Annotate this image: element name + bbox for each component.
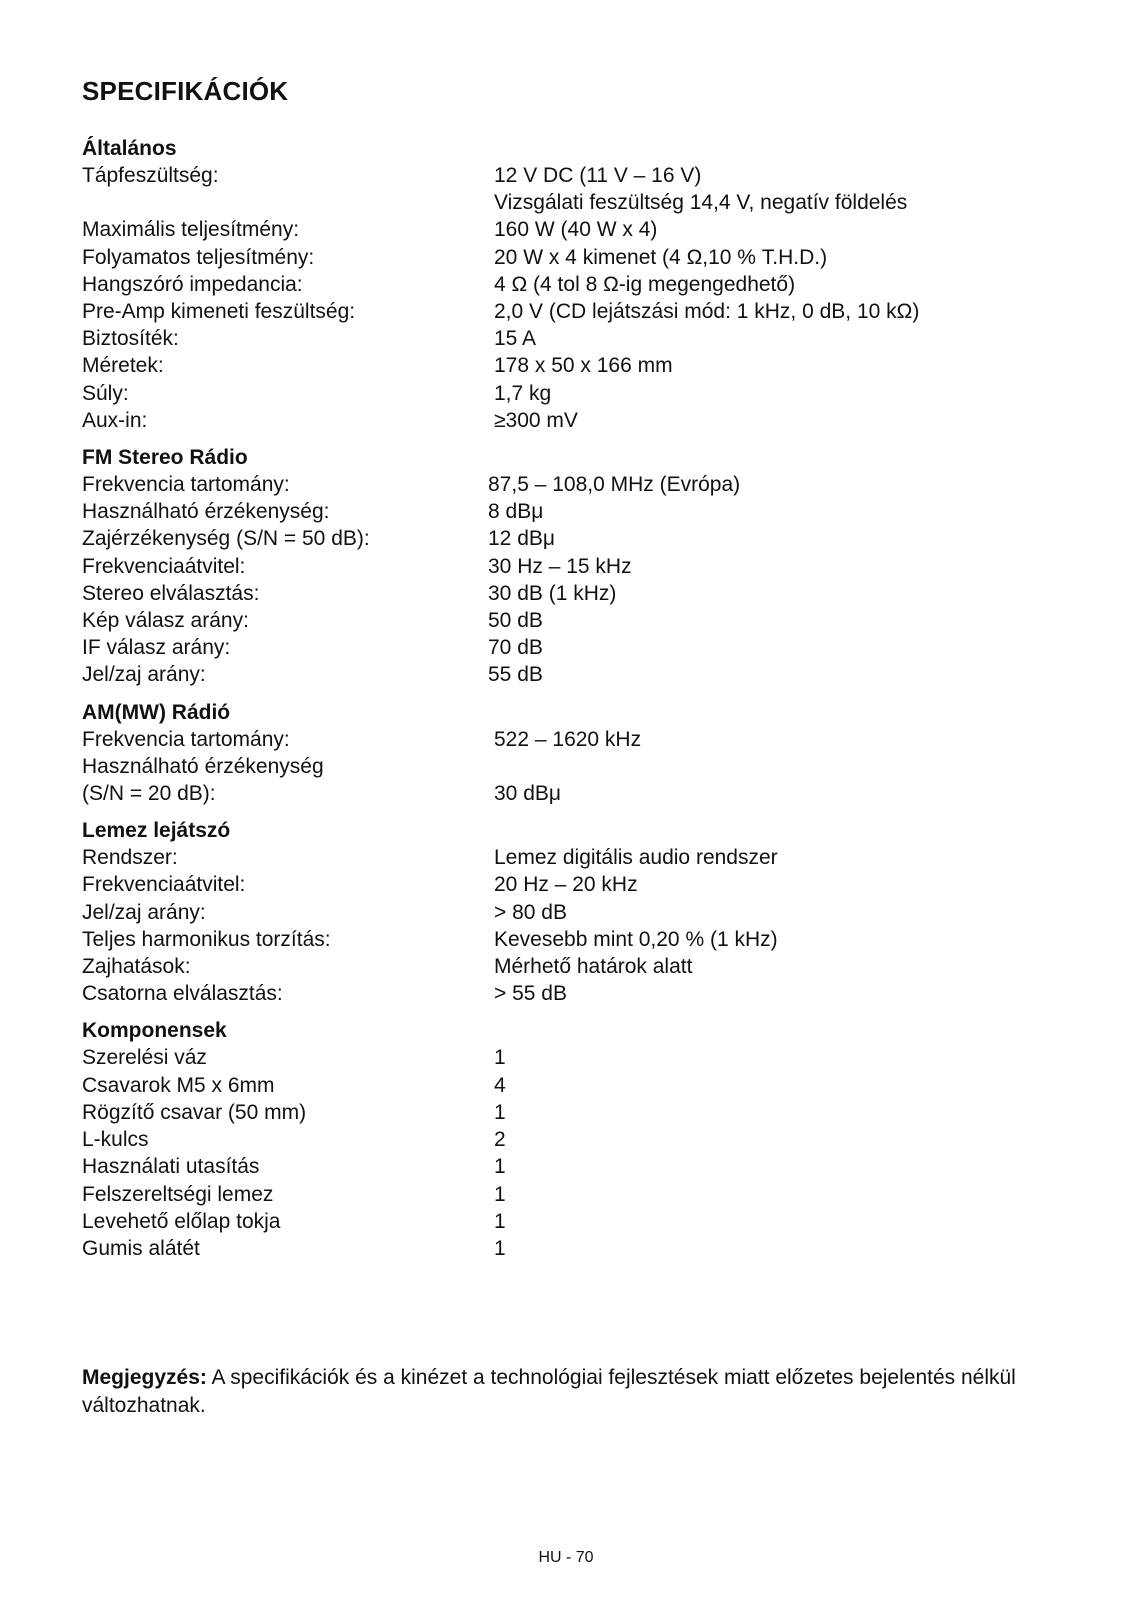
spec-row [82, 553, 1052, 580]
spec-value: 15 A [494, 327, 537, 351]
spec-row [82, 352, 1052, 379]
spec-value: 178 x 50 x 166 mm [494, 354, 673, 378]
spec-row [82, 844, 1052, 871]
spec-label: Jel/zaj arány: [82, 663, 206, 687]
spec-label: Használható érzékenység [82, 754, 324, 778]
spec-label: Maximális teljesítmény: [82, 218, 300, 242]
spec-value: 87,5 – 108,0 MHz (Evrópa) [488, 473, 741, 497]
note [82, 1364, 1042, 1420]
spec-row [82, 980, 1052, 1007]
spec-value: 4 Ω (4 tol 8 Ω-ig megengedhető) [494, 272, 796, 296]
spec-row [82, 580, 1052, 607]
spec-label: Hangszóró impedancia: [82, 272, 303, 296]
spec-label: Frekvenciaátvitel: [82, 554, 246, 578]
spec-label: Zajérzékenység (S/N = 50 dB): [82, 527, 370, 551]
note-text: A specifikációk és a kinézet a technológiai fejlesztések miatt előzetes bejelentés nélkül változhatnak. [82, 1366, 1016, 1417]
page-number: HU - 70 [538, 1549, 594, 1566]
spec-value: Mérhető határok alatt [494, 955, 693, 979]
spec-label: Felszereltségi lemez [82, 1182, 274, 1206]
spec-value: 70 dB [488, 636, 543, 660]
spec-row [82, 216, 1052, 243]
spec-row [82, 871, 1052, 898]
section-title: Lemez lejátszó [82, 819, 231, 843]
spec-label: L-kulcs [82, 1128, 149, 1152]
spec-label: Súly: [82, 381, 129, 405]
spec-row [82, 271, 1052, 298]
spec-value: 1 [494, 1155, 506, 1179]
spec-label: Kép válasz arány: [82, 609, 249, 633]
spec-label: Használati utasítás [82, 1155, 260, 1179]
spec-value: 12 dBμ [488, 527, 555, 551]
spec-label: IF válasz arány: [82, 636, 231, 660]
spec-row [82, 244, 1052, 271]
spec-label: Frekvencia tartomány: [82, 473, 290, 497]
spec-value: 1,7 kg [494, 381, 552, 405]
spec-value: 1 [494, 1100, 506, 1124]
spec-value: 522 – 1620 kHz [494, 727, 642, 751]
note-label: Megjegyzés: [82, 1366, 207, 1389]
spec-label: Frekvenciaátvitel: [82, 873, 246, 897]
spec-value: 1 [494, 1046, 506, 1070]
section-general [82, 136, 1052, 434]
spec-label: Stereo elválasztás: [82, 581, 260, 605]
spec-value: 1 [494, 1236, 506, 1260]
spec-row [82, 1235, 1052, 1262]
spec-row [82, 926, 1052, 953]
section-am-radio [82, 700, 1052, 808]
spec-row [82, 498, 1052, 525]
spec-label [82, 189, 494, 216]
spec-label: Csavarok M5 x 6mm [82, 1073, 275, 1097]
spec-value: > 80 dB [494, 900, 567, 924]
spec-row [82, 162, 1052, 189]
spec-label: Levehető előlap tokja [82, 1209, 281, 1233]
spec-value: 20 W x 4 kimenet (4 Ω,10 % T.H.D.) [494, 245, 828, 269]
spec-row [82, 1072, 1052, 1099]
spec-value: 30 dB (1 kHz) [488, 581, 617, 605]
spec-value: 50 dB [488, 609, 543, 633]
spec-row [82, 1181, 1052, 1208]
spec-value: 8 dBμ [488, 500, 544, 524]
spec-label: Zajhatások: [82, 955, 191, 979]
spec-label: Folyamatos teljesítmény: [82, 245, 315, 269]
spec-value: 1 [494, 1182, 506, 1206]
spec-row [82, 899, 1052, 926]
spec-value: 12 V DC (11 V – 16 V) [494, 164, 702, 187]
spec-value: 20 Hz – 20 kHz [494, 873, 638, 897]
spec-value: 30 dBμ [494, 782, 561, 806]
spec-label: Méretek: [82, 354, 164, 378]
section-title: AM(MW) Rádió [82, 700, 231, 724]
spec-label: Tápfeszültség: [82, 164, 219, 187]
section-disc-player [82, 818, 1052, 1007]
page-title: SPECIFIKÁCIÓK [82, 76, 289, 106]
spec-value: 55 dB [488, 663, 543, 687]
spec-value: Kevesebb mint 0,20 % (1 kHz) [494, 927, 778, 951]
spec-value: 30 Hz – 15 kHz [488, 554, 632, 578]
spec-label: Aux-in: [82, 408, 148, 432]
spec-row [82, 607, 1052, 634]
spec-value: Lemez digitális audio rendszer [494, 846, 778, 870]
spec-row [82, 726, 1052, 753]
section-title: Általános [82, 137, 177, 160]
spec-label: (S/N = 20 dB): [82, 782, 216, 806]
section-fm-radio [82, 445, 1052, 689]
spec-value: ≥300 mV [494, 408, 578, 432]
spec-label: Szerelési váz [82, 1046, 207, 1070]
spec-row [82, 1044, 1052, 1071]
spec-row [82, 325, 1052, 352]
spec-row [82, 661, 1052, 688]
spec-label: Rögzítő csavar (50 mm) [82, 1100, 307, 1124]
spec-page [82, 74, 1052, 1273]
spec-row [82, 1126, 1052, 1153]
spec-row [82, 380, 1052, 407]
spec-label: Jel/zaj arány: [82, 900, 206, 924]
spec-label: Rendszer: [82, 846, 178, 870]
spec-row [82, 1099, 1052, 1126]
spec-label: Frekvencia tartomány: [82, 727, 290, 751]
spec-row [82, 753, 1052, 780]
spec-label: Pre-Amp kimeneti feszültség: [82, 300, 356, 324]
spec-row [82, 780, 1052, 807]
spec-row [82, 471, 1052, 498]
spec-value: > 55 dB [494, 982, 567, 1006]
spec-row [82, 1208, 1052, 1235]
spec-label: Gumis alátét [82, 1236, 200, 1260]
spec-label: Használható érzékenység: [82, 500, 330, 524]
spec-row [82, 189, 1052, 216]
spec-row [82, 407, 1052, 434]
section-title: Komponensek [82, 1019, 227, 1043]
spec-row [82, 1153, 1052, 1180]
spec-label: Teljes harmonikus torzítás: [82, 927, 331, 951]
spec-value: 160 W (40 W x 4) [494, 218, 658, 242]
spec-value: 1 [494, 1209, 506, 1233]
spec-row [82, 634, 1052, 661]
section-title: FM Stereo Rádio [82, 446, 248, 470]
spec-label: Csatorna elválasztás: [82, 982, 283, 1006]
spec-value: 2,0 V (CD lejátszási mód: 1 kHz, 0 dB, 10 kΩ) [494, 300, 920, 324]
spec-label: Biztosíték: [82, 327, 179, 351]
spec-value: 4 [494, 1073, 506, 1097]
spec-value: 2 [494, 1128, 506, 1152]
spec-row [82, 525, 1052, 552]
spec-row [82, 953, 1052, 980]
spec-row [82, 298, 1052, 325]
section-components [82, 1018, 1052, 1262]
spec-value: Vizsgálati feszültség 14,4 V, negatív földelés [494, 191, 908, 215]
